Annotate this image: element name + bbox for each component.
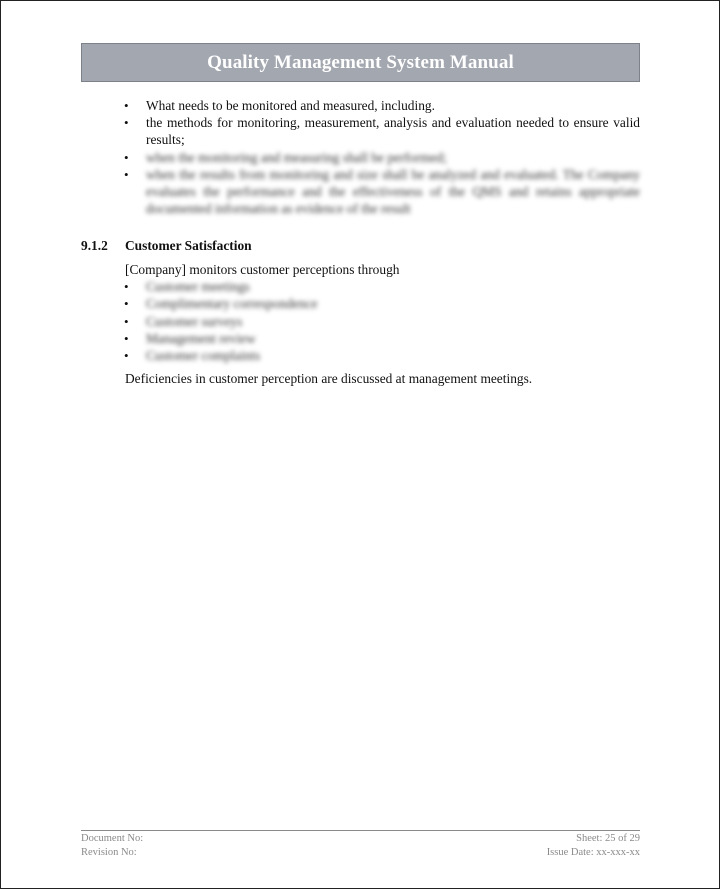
list-item: [81, 149, 640, 166]
list-item-text-blurred: when the results from monitoring and size shall be analyzed and evaluated. The Company evaluates the performance and the effectiveness of the QMS and retains appropriate documented information as evidence of the result: [146, 166, 640, 217]
perception-methods-list: [81, 278, 640, 365]
bullet-icon: •: [124, 313, 129, 329]
document-number-label: Document No:: [81, 833, 144, 844]
list-item: [81, 97, 640, 114]
bullet-icon: •: [124, 98, 129, 113]
bullet-icon: •: [124, 278, 129, 294]
list-item-text-blurred: Customer meetings: [146, 278, 250, 294]
list-item: [81, 166, 640, 218]
bullet-icon: •: [124, 348, 129, 364]
issue-date: Issue Date: xx-xxx-xx: [546, 846, 640, 858]
list-item-text: the methods for monitoring, measurement, analysis and evaluation needed to ensure valid results;: [146, 115, 640, 148]
list-item: [81, 330, 640, 347]
bullet-icon: •: [124, 331, 129, 347]
page-footer: [81, 830, 640, 859]
header-bar: [81, 43, 640, 82]
closing-paragraph: Deficiencies in customer perception are discussed at management meetings.: [125, 370, 533, 386]
revision-number-label: Revision No:: [81, 846, 137, 858]
bullet-icon: •: [124, 115, 129, 131]
section-heading: [81, 237, 640, 254]
list-item: [81, 114, 640, 148]
bullet-icon: •: [124, 149, 129, 165]
page-title: Quality Management System Manual: [207, 51, 514, 73]
list-item-text: What needs to be monitored and measured, including.: [146, 98, 435, 113]
list-item-text-blurred: Customer complaints: [146, 348, 261, 364]
sheet-number: Sheet: 25 of 29: [576, 833, 640, 844]
list-item: [81, 347, 640, 364]
list-item-text-blurred: Management review: [146, 331, 256, 347]
list-item-text-blurred: when the monitoring and measuring shall be performed;: [146, 149, 447, 165]
section-number: 9.1.2: [81, 238, 108, 254]
list-item: [81, 313, 640, 330]
monitoring-list: [81, 97, 640, 217]
list-item: [81, 278, 640, 295]
list-item-text-blurred: Customer surveys: [146, 313, 243, 329]
list-item-text-blurred: Complimentary correspondence: [146, 296, 318, 312]
list-item: [81, 295, 640, 312]
bullet-icon: •: [124, 166, 129, 182]
bullet-icon: •: [124, 296, 129, 312]
page-content: [81, 97, 640, 387]
section-intro: [Company] monitors customer perceptions through: [125, 261, 400, 277]
section-title: Customer Satisfaction: [125, 238, 252, 254]
